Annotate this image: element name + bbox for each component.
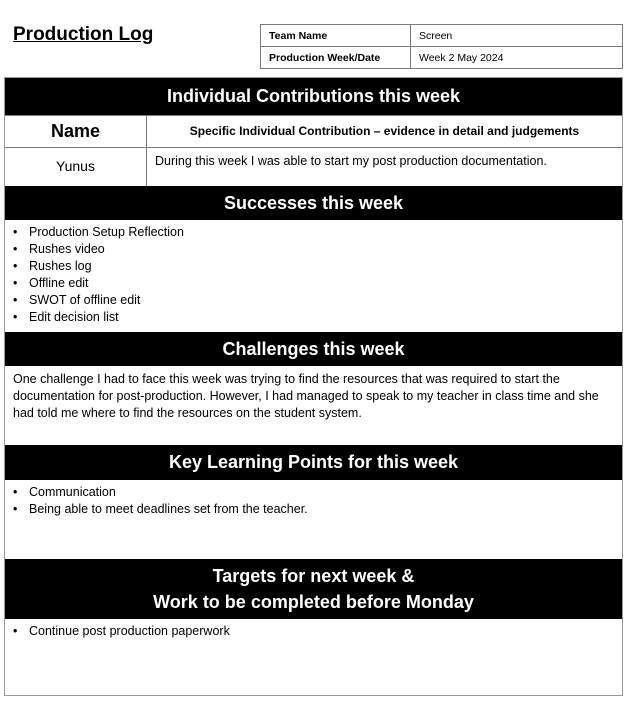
list-item: • Offline edit — [5, 275, 184, 292]
production-week-value: Week 2 May 2024 — [411, 47, 623, 69]
list-item: • Rushes log — [5, 258, 184, 275]
production-week-row — [261, 47, 623, 69]
member-contribution: During this week I was able to start my post production documentation. — [147, 147, 622, 186]
production-log-form — [4, 77, 623, 696]
team-info-table — [260, 24, 623, 69]
list-item: • Continue post production paperwork — [5, 623, 230, 640]
targets-heading-line-1: Targets for next week & — [212, 566, 415, 586]
challenges-text: One challenge I had to face this week was trying to find the resources that was required to start the documentation for post-production. However, I had managed to speak to my teacher in class time and she had told me where to find the resources on the student system. — [13, 372, 599, 420]
team-name-label: Team Name — [261, 25, 411, 47]
list-item: • Communication — [5, 484, 308, 501]
list-item: • Production Setup Reflection — [5, 224, 184, 241]
production-week-label: Production Week/Date — [261, 47, 411, 69]
successes-list — [5, 224, 184, 326]
learning-heading: Key Learning Points for this week — [5, 445, 622, 480]
contribution-column-header: Specific Individual Contribution – evidence in detail and judgements — [147, 115, 622, 147]
team-name-row — [261, 25, 623, 47]
list-item: • Edit decision list — [5, 309, 184, 326]
list-item: • Being able to meet deadlines set from the teacher. — [5, 501, 308, 518]
page-title: Production Log — [13, 24, 154, 45]
team-name-value: Screen — [411, 25, 623, 47]
targets-heading — [5, 559, 622, 619]
list-item: • Rushes video — [5, 241, 184, 258]
targets-heading-line-2: Work to be completed before Monday — [153, 592, 474, 612]
successes-heading: Successes this week — [5, 186, 622, 220]
name-column-header: Name — [5, 115, 147, 147]
member-name: Yunus — [5, 147, 147, 186]
challenges-heading: Challenges this week — [5, 332, 622, 366]
list-item: • SWOT of offline edit — [5, 292, 184, 309]
targets-list — [5, 623, 230, 640]
contributions-heading: Individual Contributions this week — [5, 78, 622, 115]
learning-list — [5, 484, 308, 518]
